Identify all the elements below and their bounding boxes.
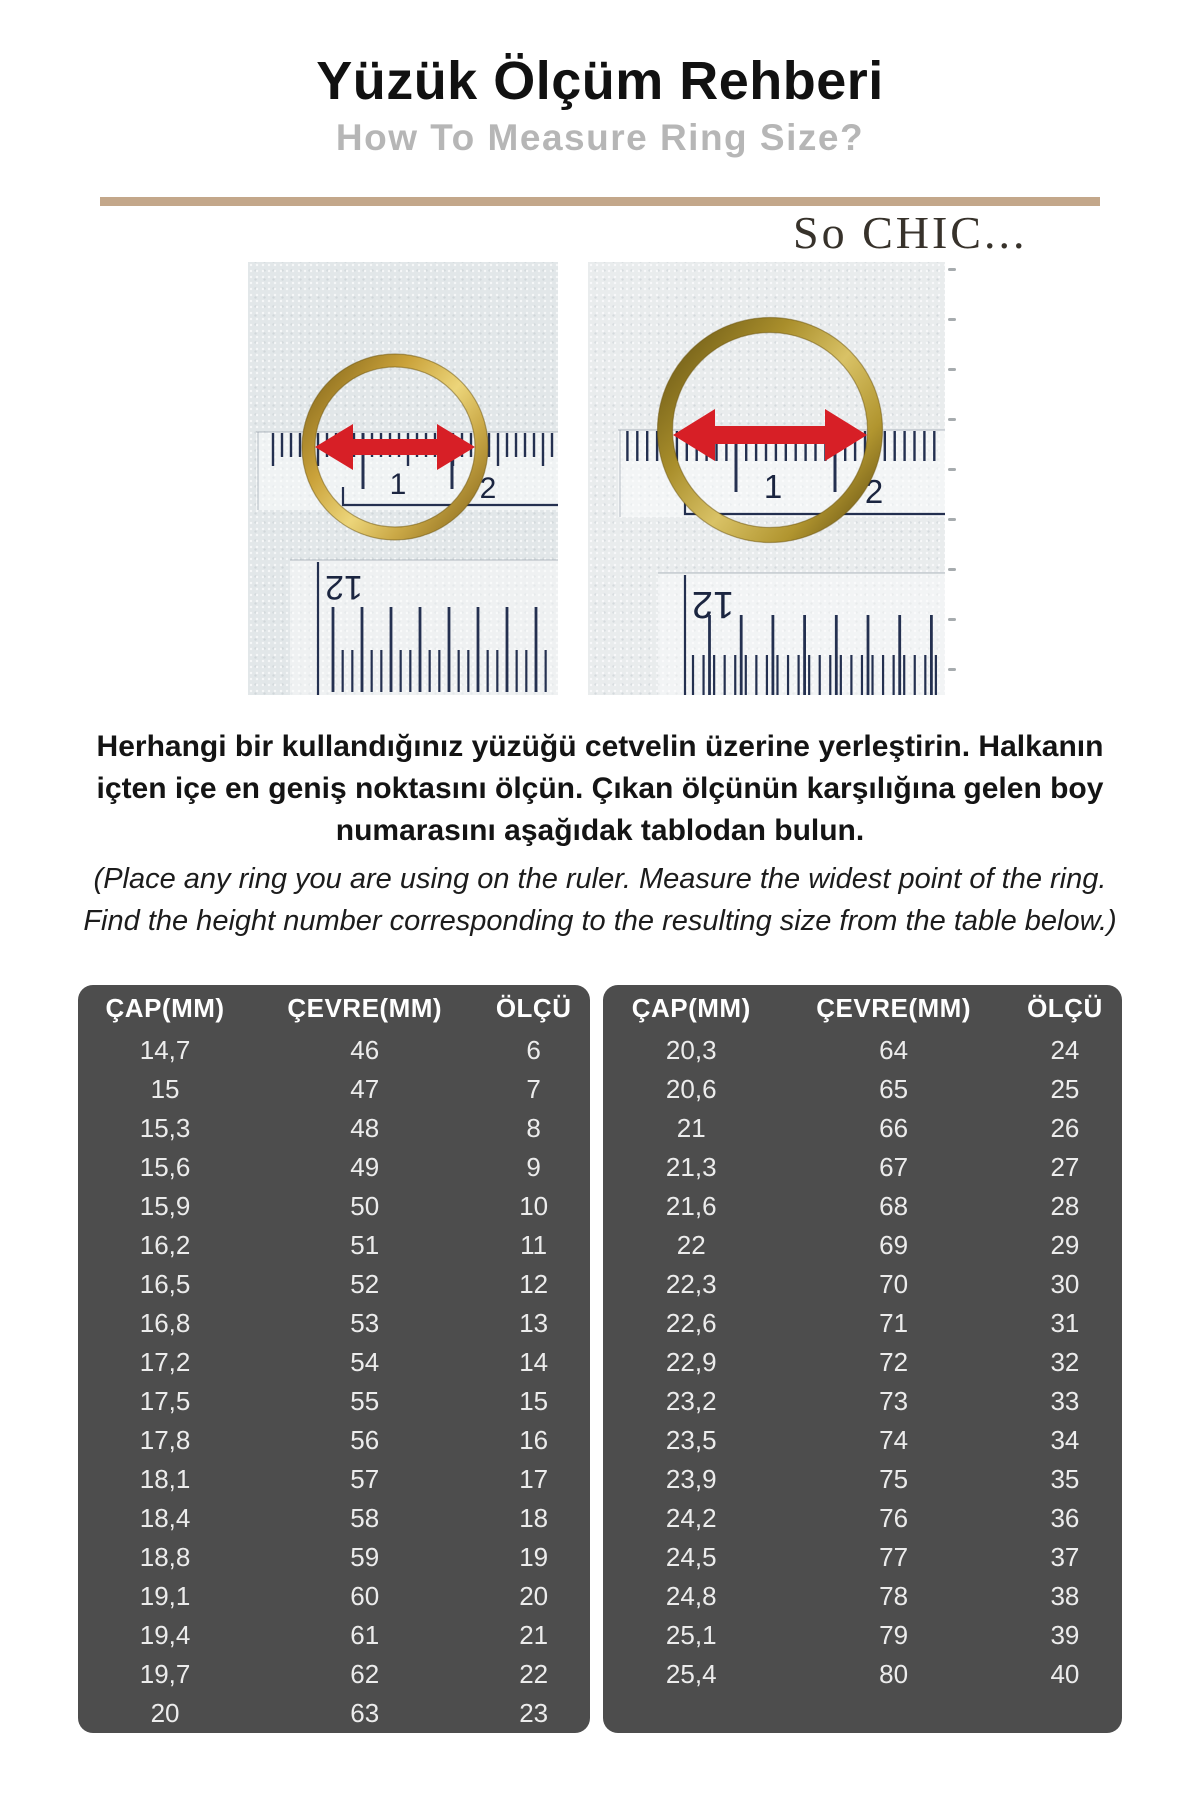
table-row: [78, 1187, 590, 1226]
dash-mark: [948, 318, 956, 321]
table-cell: 25,1: [665, 1620, 717, 1650]
ring-photo-large: [588, 262, 945, 695]
table-cell: 56: [350, 1425, 380, 1455]
table-row: [603, 1382, 1122, 1421]
table-cell: 79: [879, 1620, 909, 1650]
column-header-cevre: ÇEVRE(MM): [816, 992, 971, 1023]
table-row: [603, 1499, 1122, 1538]
table-row: [603, 1109, 1122, 1148]
table-cell: 20: [519, 1581, 549, 1611]
table-row: [78, 1460, 590, 1499]
table-cell: 7: [526, 1074, 541, 1104]
column-header-olcu: ÖLÇÜ: [495, 992, 572, 1023]
table-cell: 67: [879, 1152, 909, 1182]
ring-photo-small: [248, 262, 558, 695]
table-row: [603, 1616, 1122, 1655]
table-cell: 14: [519, 1347, 549, 1377]
table-cell: 11: [520, 1230, 548, 1260]
table-row: [78, 1304, 590, 1343]
table-cell: 71: [879, 1308, 909, 1338]
ring-size-table-right: [603, 985, 1122, 1733]
table-cell: 21,6: [665, 1191, 717, 1221]
table-cell: 77: [879, 1542, 909, 1572]
table-cell: 38: [1050, 1581, 1080, 1611]
table-cell: 14,7: [139, 1035, 191, 1065]
table-cell: 32: [1050, 1347, 1080, 1377]
table-row: [78, 1538, 590, 1577]
table-row: [603, 1226, 1122, 1265]
table-cell: 23,9: [665, 1464, 717, 1494]
table-cell: 26: [1050, 1113, 1080, 1143]
table-cell: 13: [519, 1308, 549, 1338]
table-cell: 33: [1050, 1386, 1080, 1416]
table-cell: 51: [350, 1230, 380, 1260]
ring-photo-large-art: [588, 262, 945, 695]
table-cell: 23: [519, 1698, 549, 1728]
size-tables: [78, 985, 1122, 1733]
table-cell: 24: [1050, 1035, 1080, 1065]
table-body: [78, 1031, 590, 1733]
table-cell: 20,6: [665, 1074, 717, 1104]
table-cell: 22: [519, 1659, 549, 1689]
table-cell: 59: [350, 1542, 380, 1572]
table-cell: 49: [350, 1152, 380, 1182]
table-cell: 17,2: [139, 1347, 191, 1377]
table-cell: 24,8: [665, 1581, 717, 1611]
table-cell: 16,5: [139, 1269, 191, 1299]
table-cell: 16: [519, 1425, 549, 1455]
table-row: [78, 1421, 590, 1460]
instructions: [80, 726, 1120, 942]
table-cell: 22,3: [665, 1269, 717, 1299]
table-cell: 69: [879, 1230, 909, 1260]
table-cell: 21: [519, 1620, 549, 1650]
table-row: [78, 1265, 590, 1304]
brand-logo: So CHIC...: [793, 207, 1028, 258]
table-cell: 9: [526, 1152, 541, 1182]
table-cell: 29: [1050, 1230, 1080, 1260]
table-row: [78, 1577, 590, 1616]
table-header-row: [78, 985, 590, 1031]
dash-mark: [948, 568, 956, 571]
table-row: [78, 1148, 590, 1187]
table-cell: 23,5: [665, 1425, 717, 1455]
instructions-english: (Place any ring you are using on the ruler. Measure the widest point of the ring. Find the height number corresponding to the resulting size from the table below.): [83, 863, 1117, 938]
table-cell: 15: [150, 1074, 180, 1104]
ring-photo-small-art: [248, 262, 558, 695]
ruler-number: 1: [389, 468, 407, 501]
table-row: [603, 1343, 1122, 1382]
divider: [100, 197, 1100, 206]
table-row: [603, 1538, 1122, 1577]
table-row: [603, 1577, 1122, 1616]
table-cell: 68: [879, 1191, 909, 1221]
table-cell: 19,4: [139, 1620, 191, 1650]
table-cell: 53: [350, 1308, 380, 1338]
table-cell: 18,4: [139, 1503, 191, 1533]
dash-mark: [948, 268, 956, 271]
table-cell: 15,9: [139, 1191, 191, 1221]
table-cell: 46: [350, 1035, 380, 1065]
table-cell: 55: [350, 1386, 380, 1416]
ruler-number-12: 12: [325, 568, 363, 606]
table-cell: 74: [879, 1425, 909, 1455]
table-row: [78, 1655, 590, 1694]
table-cell: 60: [350, 1581, 380, 1611]
table-row: [78, 1226, 590, 1265]
table-row: [603, 1265, 1122, 1304]
table-body: [603, 1031, 1122, 1694]
table-cell: 21,3: [665, 1152, 717, 1182]
ruler-number: 2: [864, 473, 884, 510]
column-header-olcu: ÖLÇÜ: [1027, 992, 1103, 1023]
table-row: [603, 1187, 1122, 1226]
table-cell: 22,9: [665, 1347, 717, 1377]
table-cell: 61: [350, 1620, 380, 1650]
table-cell: 18,1: [139, 1464, 191, 1494]
table-row: [603, 1148, 1122, 1187]
table-cell: 40: [1050, 1659, 1080, 1689]
dash-mark: [948, 518, 956, 521]
table-cell: 72: [879, 1347, 909, 1377]
table-cell: 17,8: [139, 1425, 191, 1455]
table-cell: 39: [1050, 1620, 1080, 1650]
table-cell: 64: [879, 1035, 909, 1065]
table-cell: 47: [350, 1074, 380, 1104]
table-cell: 22: [676, 1230, 706, 1260]
table-row: [78, 1382, 590, 1421]
ruler-number-12: 12: [691, 583, 735, 625]
table-cell: 8: [526, 1113, 541, 1143]
table-cell: 48: [350, 1113, 380, 1143]
table-row: [603, 1031, 1122, 1070]
table-cell: 58: [350, 1503, 380, 1533]
table-cell: 36: [1050, 1503, 1080, 1533]
page-subtitle: How To Measure Ring Size?: [335, 117, 865, 158]
table-cell: 35: [1050, 1464, 1080, 1494]
table-cell: 16,2: [139, 1230, 191, 1260]
table-cell: 31: [1050, 1308, 1080, 1338]
table-cell: 28: [1050, 1191, 1080, 1221]
table-cell: 63: [350, 1698, 380, 1728]
table-row: [78, 1343, 590, 1382]
dash-mark: [948, 668, 956, 671]
instructions-turkish: Herhangi bir kullandığınız yüzüğü cetvelin üzerine yerleştirin. Halkanın içten içe en geniş noktasını ölçün. Çıkan ölçünün karşılığına gelen boy numarasını aşağıdak tablodan bulun.: [96, 730, 1104, 847]
table-cell: 18,8: [139, 1542, 191, 1572]
table-row: [78, 1694, 590, 1733]
table-cell: 75: [879, 1464, 909, 1494]
table-cell: 78: [879, 1581, 909, 1611]
table-row: [78, 1616, 590, 1655]
table-cell: 20,3: [665, 1035, 717, 1065]
dash-marks-column: [948, 268, 956, 671]
dash-mark: [948, 368, 956, 371]
table-cell: 25,4: [665, 1659, 717, 1689]
table-cell: 15,3: [139, 1113, 191, 1143]
table-cell: 17,5: [139, 1386, 191, 1416]
ruler-number: 1: [763, 468, 783, 505]
table-row: [603, 1304, 1122, 1343]
table-row: [78, 1070, 590, 1109]
table-row: [78, 1499, 590, 1538]
table-cell: 19,7: [139, 1659, 191, 1689]
table-cell: 80: [879, 1659, 909, 1689]
table-cell: 10: [519, 1191, 549, 1221]
table-cell: 66: [879, 1113, 909, 1143]
table-cell: 21: [676, 1113, 706, 1143]
ruler-number: 2: [479, 472, 497, 505]
page-title: Yüzük Ölçüm Rehberi: [316, 51, 884, 111]
table-cell: 27: [1050, 1152, 1080, 1182]
column-header-cap: ÇAP(MM): [105, 992, 225, 1023]
table-cell: 50: [350, 1191, 380, 1221]
table-cell: 62: [350, 1659, 380, 1689]
column-header-cap: ÇAP(MM): [631, 992, 751, 1023]
table-cell: 73: [879, 1386, 909, 1416]
table-row: [78, 1109, 590, 1148]
table-cell: 30: [1050, 1269, 1080, 1299]
dash-mark: [948, 618, 956, 621]
table-cell: 34: [1050, 1425, 1080, 1455]
table-cell: 19: [519, 1542, 549, 1572]
table-cell: 70: [879, 1269, 909, 1299]
table-cell: 16,8: [139, 1308, 191, 1338]
table-cell: 54: [350, 1347, 380, 1377]
table-cell: 76: [879, 1503, 909, 1533]
table-cell: 20: [150, 1698, 180, 1728]
table-header-row: [603, 985, 1122, 1031]
table-row: [78, 1031, 590, 1070]
column-header-cevre: ÇEVRE(MM): [287, 992, 443, 1023]
ring-size-table-left: [78, 985, 590, 1733]
table-cell: 22,6: [665, 1308, 717, 1338]
table-cell: 6: [526, 1035, 541, 1065]
table-cell: 17: [519, 1464, 549, 1494]
table-cell: 15: [519, 1386, 549, 1416]
table-cell: 23,2: [665, 1386, 717, 1416]
table-row: [603, 1460, 1122, 1499]
table-cell: 25: [1050, 1074, 1080, 1104]
dash-mark: [948, 418, 956, 421]
table-cell: 18: [519, 1503, 549, 1533]
table-row: [603, 1070, 1122, 1109]
table-cell: 24,2: [665, 1503, 717, 1533]
table-cell: 37: [1050, 1542, 1080, 1572]
dash-mark: [948, 468, 956, 471]
table-cell: 65: [879, 1074, 909, 1104]
table-row: [603, 1421, 1122, 1460]
table-cell: 15,6: [139, 1152, 191, 1182]
table-cell: 52: [350, 1269, 380, 1299]
table-cell: 12: [519, 1269, 549, 1299]
table-cell: 24,5: [665, 1542, 717, 1572]
table-cell: 57: [350, 1464, 380, 1494]
table-cell: 19,1: [139, 1581, 191, 1611]
table-row: [603, 1655, 1122, 1694]
